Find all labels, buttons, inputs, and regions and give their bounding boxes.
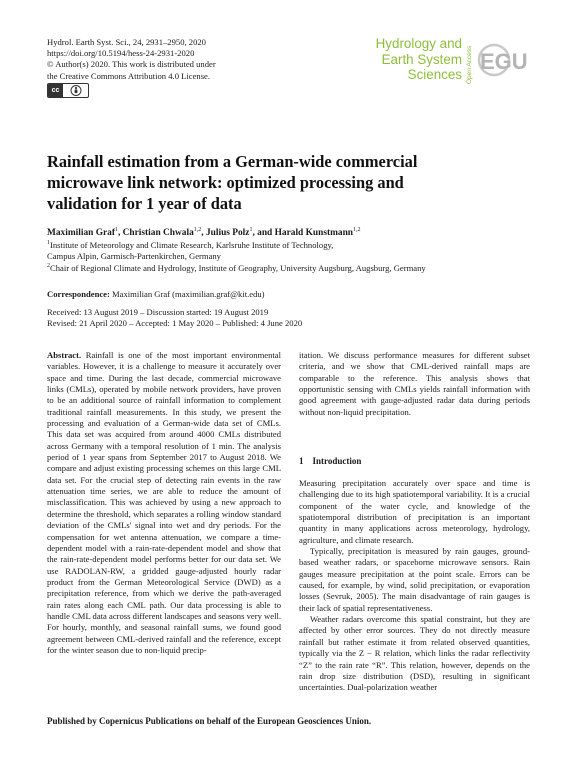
author-name: Julius Polz	[205, 228, 250, 238]
egu-logo-icon	[476, 40, 530, 80]
affiliation-mark: 1,2	[193, 227, 202, 233]
author-name: Maximilian Graf	[47, 228, 115, 238]
abstract	[47, 350, 281, 656]
affiliation-mark: 1,2	[353, 227, 361, 233]
journal-line: Earth System	[381, 51, 462, 67]
affiliation-mark: 1	[114, 227, 118, 233]
paragraph: Measuring precipitation accurately over space and time is challenging due to its high spatiotemporal variability. It is a crucial component of the water cycle, and knowledge of the spatiotemporal distribution of precipitation is an important quantity in many applications across meteorology, hydrology, agriculture, and climate research.	[299, 478, 530, 545]
correspondence-email[interactable]: Maximilian Graf (maximilian.graf@kit.edu)	[112, 289, 265, 299]
affiliation-text: Campus Alpin, Garmisch-Partenkirchen, Germany	[47, 251, 221, 262]
correspondence-label: Correspondence:	[47, 289, 110, 299]
license-line: the Creative Commons Attribution 4.0 License.	[47, 70, 211, 81]
citation-line: Hydrol. Earth Syst. Sci., 24, 2931–2950, 2020	[47, 37, 206, 47]
paragraph: Typically, precipitation is measured by rain gauges, ground-based weather radars, or spaceborne microwave sensors. Rain gauges measure precipitation at the point scale. Errors can be caused, for example, by wind, solid precipitation, or evaporation losses (Sevruk, 2005). The main disadvantage of rain gauges is their lack of spatial representativeness.	[299, 546, 530, 613]
affiliation-mark: 1	[249, 227, 253, 233]
abstract-text: Rainfall is one of the most important environmental variables. However, it is a challenge to measure it accurately over space and time. During the last decade, commercial microwave links (CMLs), operated by mobile network providers, have proven to be an additional source of rainfall information to complement traditional rainfall measurements. In this study, we present the processing and evaluation of a German-wide data set of CMLs. This data set was acquired from around 4000 CMLs distributed across Germany with a temporal resolution of 1 min. The analysis period of 1 year spans from September 2017 to August 2018. We compare and adjust existing processing schemes on this large CML data set. For the crucial step of detecting rain events in the raw attenuation time series, we are able to reduce the amount of misclassification. This was achieved by using a new approach to determine the threshold, which separates a rolling window standard deviation of the CMLs' signal into wet and dry periods. For the compensation for wet antenna attenuation, we compare a time-dependent model with a rain-rate-dependent model and show that the rain-rate-dependent model performs better for our data set. We use RADOLAN-RW, a gridded gauge-adjusted hourly radar product from the German Meteorological Service (DWD) as a precipitation reference, from which we derive the path-averaged rain rates along each CML path. Our data processing is able to handle CML data across different landscapes and seasons very well. For hourly, monthly, and seasonal rainfall sums, we found good agreement between CML-derived rainfall and the reference, except for the winter season due to non-liquid precip-	[47, 350, 281, 655]
svg-text:Open Access: Open Access	[466, 45, 473, 84]
affiliations	[47, 240, 537, 274]
author-list	[47, 228, 537, 238]
date-line: Received: 13 August 2019 – Discussion started: 19 August 2019	[47, 307, 269, 317]
separator: ,	[201, 228, 206, 238]
journal-line: Hydrology and	[375, 36, 462, 51]
publisher-footer: Published by Copernicus Publications on behalf of the European Geosciences Union.	[47, 716, 372, 726]
introduction-body	[299, 478, 530, 694]
cc-logo-icon: cc	[48, 84, 63, 97]
section-heading: 1 Introduction	[299, 456, 362, 466]
title-line: microwave link network: optimized processing and	[47, 173, 404, 192]
title-line: validation for 1 year of data	[47, 194, 242, 213]
open-access-label	[463, 32, 475, 84]
date-line: Revised: 21 April 2020 – Accepted: 1 May 2020 – Published: 4 June 2020	[47, 318, 303, 329]
title-line: Rainfall estimation from a German-wide commercial	[47, 152, 418, 171]
person-icon	[63, 85, 88, 96]
affiliation-text: Institute of Meteorology and Climate Research, Karlsruhe Institute of Technology,	[50, 240, 334, 250]
affiliation-text: Chair of Regional Climate and Hydrology, Institute of Geography, University Augsburg, Augsburg, Germany	[50, 262, 426, 273]
abstract-continuation	[299, 350, 530, 418]
author-name: Christian Chwala	[122, 228, 194, 238]
copyright-line: © Author(s) 2020. This work is distributed under	[47, 59, 216, 70]
cc-by-license-badge[interactable]	[47, 83, 89, 98]
paper-title	[47, 151, 487, 214]
publication-dates	[47, 307, 537, 330]
doi-link[interactable]: https://doi.org/10.5194/hess-24-2931-2020	[47, 48, 195, 59]
abstract-label: Abstract.	[47, 350, 82, 360]
svg-text:EGU: EGU	[480, 49, 528, 74]
citation-header	[47, 37, 347, 82]
journal-line: Sciences	[407, 67, 462, 82]
correspondence	[47, 289, 537, 299]
affiliation-number: 2	[47, 262, 50, 269]
author-name: Harald Kunstmann	[274, 228, 354, 238]
abstract-continuation-text: itation. We discuss performance measures for different subset criteria, and we show that CML-derived rainfall maps are comparable to the reference. This analysis shows that opportunistic sensing with CMLs yields rainfall information with good agreement with gauge-adjusted radar data during periods without non-liquid precipitation.	[299, 350, 530, 417]
journal-name	[376, 36, 462, 83]
affiliation-number: 1	[47, 240, 50, 246]
separator: ,	[117, 228, 123, 238]
separator: , and	[252, 228, 275, 238]
paragraph: Weather radars overcome this spatial constraint, but they are affected by other error sources. They do not directly measure rainfall but rather estimate it from related observed quantities, typically via the Z − R relation, which links the radar reflectivity “Z” to the rain rate “R”. This relation, however, depends on the rain drop size distribution (DSD), resulting in significant uncertainties. Dual-polarization weather	[299, 614, 530, 693]
